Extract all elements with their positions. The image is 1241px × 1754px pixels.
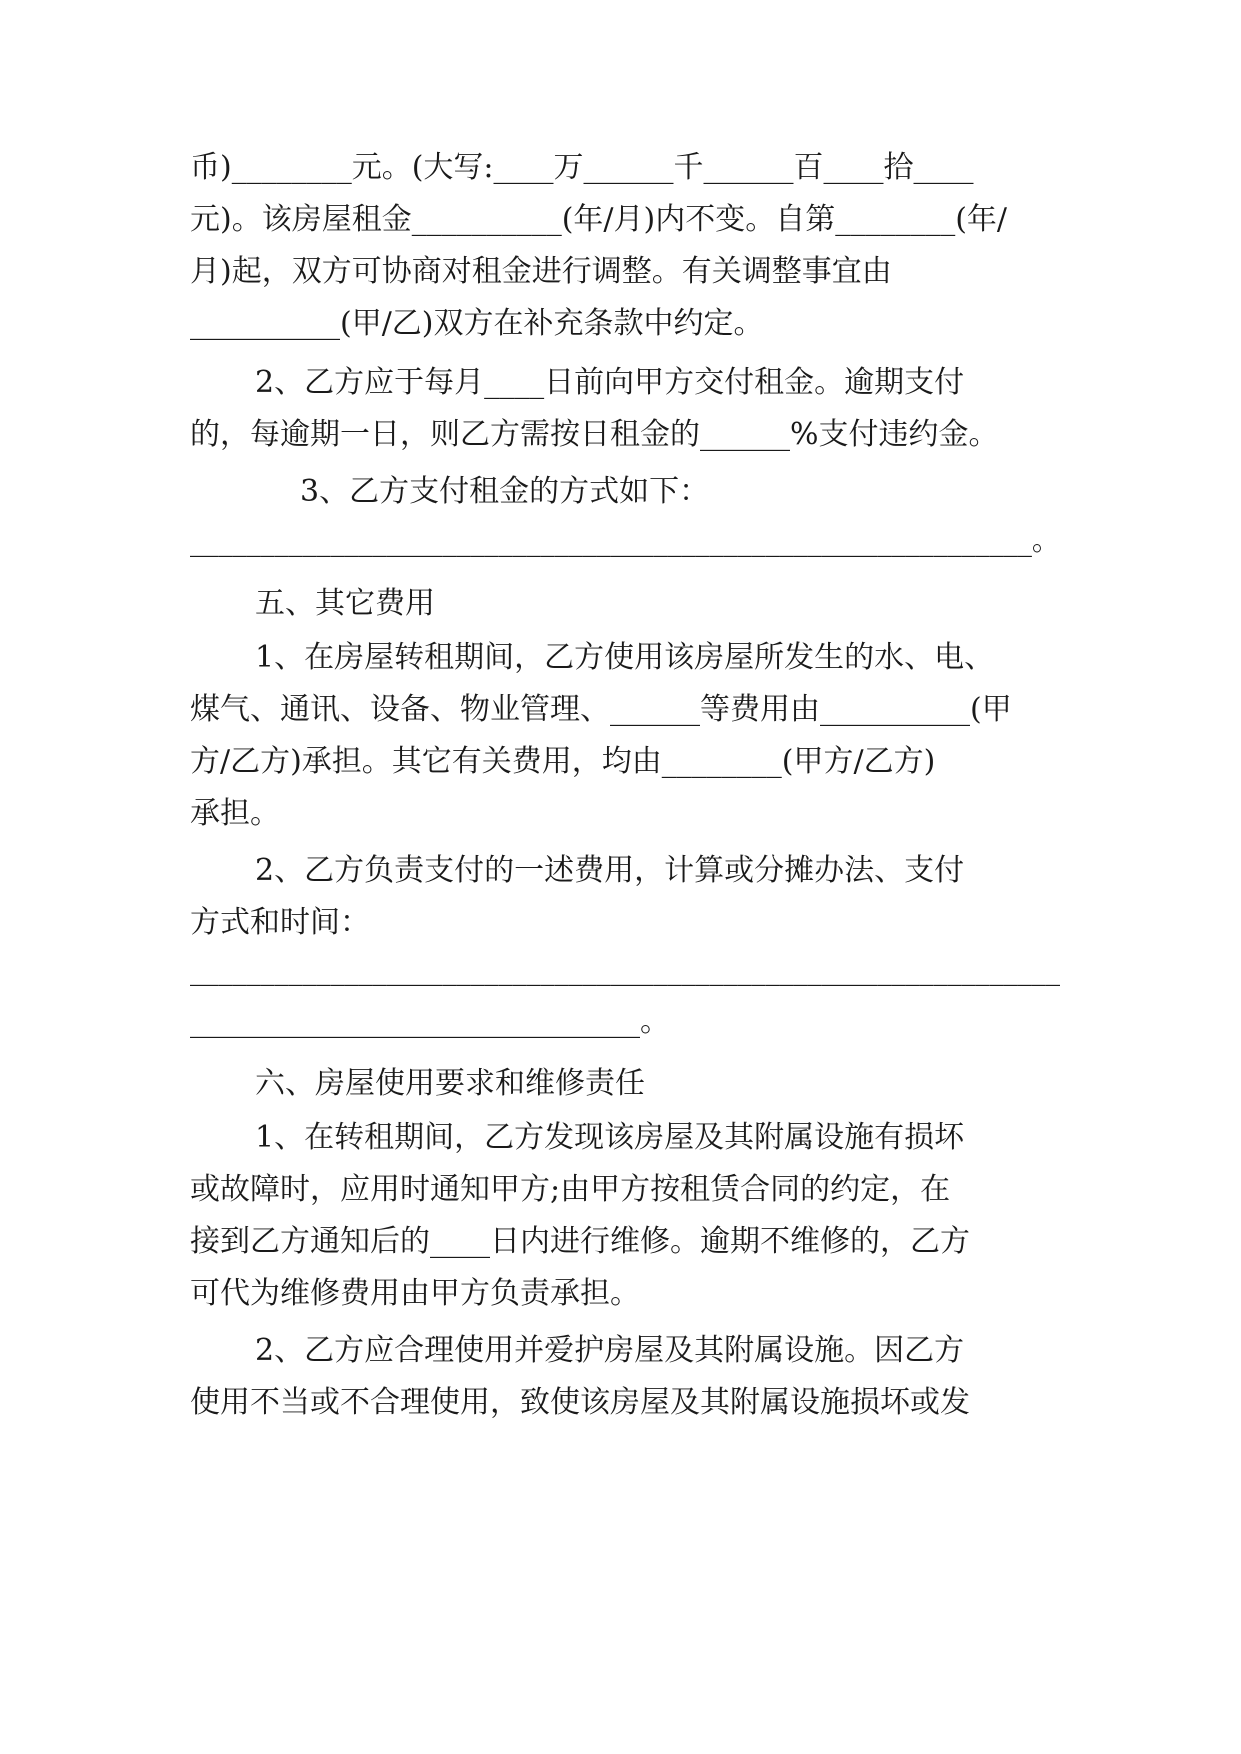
text-line-bear: 承担。 [190, 796, 280, 831]
text-line-fee-calculation: 2、乙方负责支付的一述费用，计算或分摊办法、支付 [255, 853, 965, 888]
text-line-proper-use: 2、乙方应合理使用并爱护房屋及其附属设施。因乙方 [255, 1333, 965, 1368]
text-line-repair-cost: 可代为维修费用由甲方负责承担。 [190, 1276, 640, 1311]
text-line-supplementary: __________(甲/乙)双方在补充条款中约定。 [190, 306, 764, 341]
text-line-payment-method-blank: ____________________________________________________________。 [190, 523, 1060, 558]
text-line-method-time-blank-1: ______________________________________________________________ [190, 952, 1060, 987]
text-line-utilities: 1、在房屋转租期间，乙方使用该房屋所发生的水、电、 [255, 640, 995, 675]
text-line-other-fees: 方/乙方)承担。其它有关费用，均由________(甲方/乙方) [190, 744, 936, 779]
text-line-rent-adjust: 月)起，双方可协商对租金进行调整。有关调整事宜由 [190, 254, 892, 289]
section-heading-usage-maintenance: 六、房屋使用要求和维修责任 [255, 1066, 645, 1101]
text-line-rent-period: 元)。该房屋租金__________(年/月)内不变。自第________(年/ [190, 202, 1008, 237]
text-line-repair-days: 接到乙方通知后的____日内进行维修。逾期不维修的，乙方 [190, 1224, 970, 1259]
section-heading-other-fees: 五、其它费用 [255, 586, 435, 621]
text-line-damage-discovery: 1、在转租期间，乙方发现该房屋及其附属设施有损坏 [255, 1120, 965, 1155]
text-line-improper-use: 使用不当或不合理使用，致使该房屋及其附属设施损坏或发 [190, 1385, 970, 1420]
text-line-rent-amount: 币)________元。(大写:____万______千______百____拾____ [190, 150, 974, 185]
text-line-payment-method: 3、乙方支付租金的方式如下： [300, 474, 710, 509]
text-line-method-time: 方式和时间： [190, 905, 370, 940]
text-line-penalty: 的，每逾期一日，则乙方需按日租金的______%支付违约金。 [190, 417, 999, 452]
text-line-payment-date: 2、乙方应于每月____日前向甲方交付租金。逾期支付 [255, 365, 965, 400]
text-line-fees-bearer: 煤气、通讯、设备、物业管理、______等费用由__________(甲 [190, 692, 1012, 727]
text-line-notify-landlord: 或故障时，应用时通知甲方;由甲方按租赁合同的约定，在 [190, 1172, 951, 1207]
text-line-method-time-blank-2: ______________________________。 [190, 1004, 670, 1039]
